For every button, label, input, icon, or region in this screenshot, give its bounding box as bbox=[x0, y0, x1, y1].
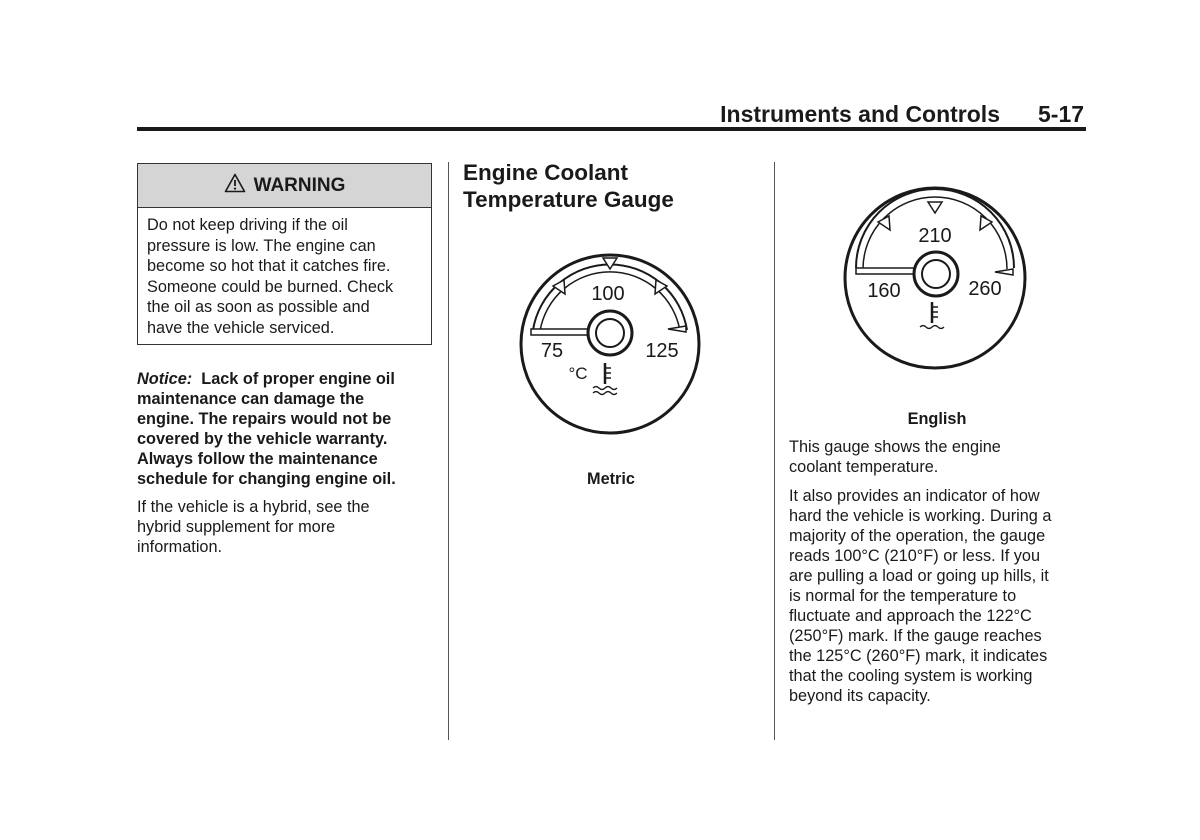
metric-low-label: 75 bbox=[540, 340, 564, 362]
hybrid-line: information. bbox=[137, 538, 223, 556]
english-caption: English bbox=[907, 410, 967, 428]
column-divider-left bbox=[448, 162, 449, 740]
text-line: hard the vehicle is working. During a bbox=[789, 507, 1052, 525]
section-title bbox=[463, 160, 763, 213]
warning-line: the oil as soon as possible and bbox=[147, 298, 370, 316]
english-gauge bbox=[840, 186, 1030, 375]
coolant-temperature-icon bbox=[920, 302, 944, 329]
paragraph bbox=[789, 486, 1089, 706]
section-title-line: Temperature Gauge bbox=[463, 186, 674, 212]
text-line: are pulling a load or going up hills, it bbox=[789, 567, 1049, 585]
hybrid-note bbox=[137, 497, 432, 557]
section-title-line: Engine Coolant bbox=[463, 160, 628, 185]
notice-line: covered by the vehicle warranty. bbox=[137, 430, 388, 448]
text-line: It also provides an indicator of how bbox=[789, 487, 1040, 505]
english-low-label: 160 bbox=[867, 280, 901, 302]
metric-unit-label: °C bbox=[568, 364, 588, 383]
warning-line: Someone could be burned. Check bbox=[147, 277, 394, 296]
metric-high-label: 125 bbox=[645, 340, 679, 362]
page-number: 5-17 bbox=[1038, 101, 1085, 127]
warning-title: WARNING bbox=[253, 174, 346, 196]
metric-caption: Metric bbox=[587, 470, 635, 488]
notice-line: schedule for changing engine oil. bbox=[137, 470, 396, 488]
notice-label: Notice: bbox=[137, 370, 193, 388]
text-line: (250°F) mark. If the gauge reaches bbox=[789, 627, 1042, 645]
warning-box bbox=[137, 163, 432, 345]
hybrid-line: hybrid supplement for more bbox=[137, 518, 336, 536]
text-line: coolant temperature. bbox=[789, 458, 939, 476]
warning-line: Do not keep driving if the oil bbox=[147, 216, 348, 234]
hybrid-line: If the vehicle is a hybrid, see the bbox=[137, 498, 370, 516]
coolant-temperature-icon bbox=[593, 363, 617, 395]
text-line: is normal for the temperature to bbox=[789, 587, 1017, 605]
header-title: Instruments and Controls bbox=[720, 101, 1000, 127]
text-line: beyond its capacity. bbox=[789, 687, 931, 705]
column-divider-right bbox=[774, 162, 775, 740]
paragraph bbox=[789, 437, 1089, 477]
header-rule bbox=[137, 127, 1086, 131]
warning-header bbox=[138, 164, 431, 208]
warning-line: become so hot that it catches fire. bbox=[147, 257, 391, 275]
notice-paragraph bbox=[137, 369, 437, 489]
text-line: reads 100°C (210°F) or less. If you bbox=[789, 547, 1041, 565]
text-line: that the cooling system is working bbox=[789, 667, 1033, 685]
text-line: fluctuate and approach the 122°C bbox=[789, 607, 1032, 625]
right-column-text bbox=[789, 437, 1089, 715]
notice-line: Always follow the maintenance bbox=[137, 450, 378, 468]
notice-line: engine. The repairs would not be bbox=[137, 410, 392, 428]
english-high-label: 260 bbox=[968, 278, 1002, 300]
warning-triangle-icon bbox=[224, 173, 246, 198]
notice-line: Lack of proper engine oil bbox=[201, 370, 395, 388]
metric-gauge bbox=[518, 252, 702, 441]
warning-text bbox=[138, 208, 431, 338]
text-line: majority of the operation, the gauge bbox=[789, 527, 1046, 545]
text-line: This gauge shows the engine bbox=[789, 438, 1001, 456]
warning-line: pressure is low. The engine can bbox=[147, 236, 376, 255]
warning-line: have the vehicle serviced. bbox=[147, 318, 335, 337]
text-line: the 125°C (260°F) mark, it indicates bbox=[789, 647, 1048, 665]
notice-line: maintenance can damage the bbox=[137, 390, 365, 408]
metric-mid-label: 100 bbox=[591, 283, 625, 305]
english-mid-label: 210 bbox=[918, 225, 952, 247]
